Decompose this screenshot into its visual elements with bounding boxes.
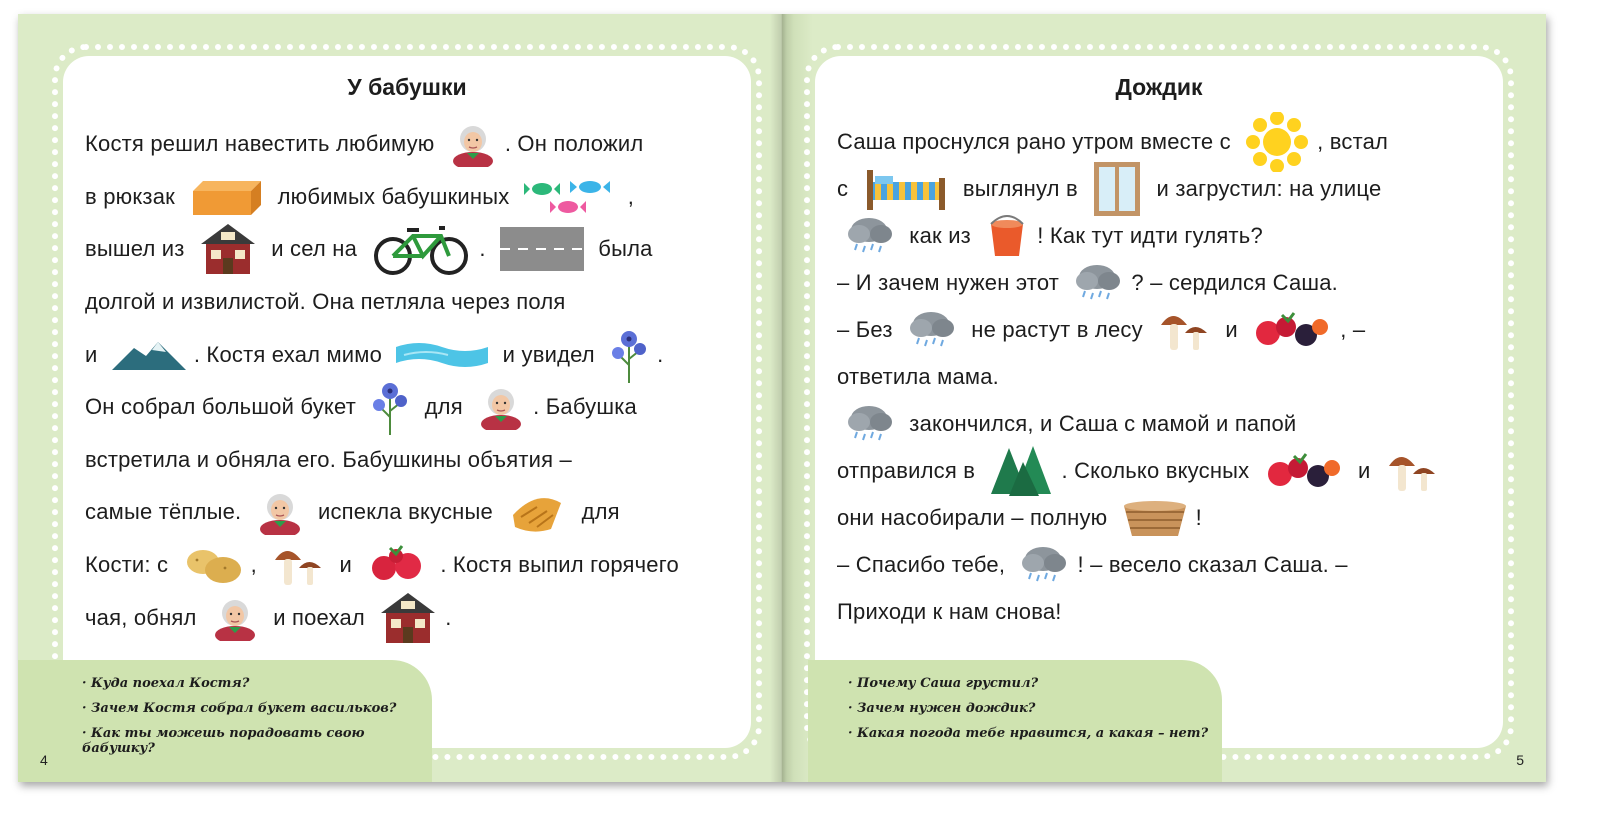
text-fragment: – И зачем нужен этот (837, 269, 1066, 295)
question-item: · Какая погода тебе нравится, а какая – нет? (848, 726, 1209, 741)
cloud-icon (1019, 543, 1069, 587)
text-line (837, 165, 1497, 212)
grandma-icon (211, 595, 259, 641)
text-fragment: они насобирали – полную (837, 504, 1114, 530)
text-fragment: в рюкзак (85, 183, 182, 209)
text-line (85, 591, 745, 644)
text-fragment: для (418, 394, 470, 420)
basket-icon (1122, 498, 1188, 538)
pie-icon (507, 489, 567, 535)
text-fragment: ! (1195, 504, 1202, 530)
mushroom-icon (1157, 307, 1211, 353)
text-fragment: и (1351, 457, 1377, 483)
text-fragment: . Костя выпил горячего (440, 552, 679, 578)
text-fragment: была (592, 236, 653, 262)
text-fragment: с (837, 175, 855, 201)
text-line (837, 400, 1497, 447)
forest-icon (989, 444, 1053, 498)
text-fragment: Приходи к нам снова! (837, 598, 1062, 624)
text-line (837, 212, 1497, 259)
berries-icon (1264, 450, 1344, 492)
house-icon (379, 591, 437, 645)
candy-icon (524, 175, 620, 219)
text-fragment: закончился, и Саша с мамой и папой (903, 410, 1297, 436)
text-fragment: ! Как тут идти гулять? (1037, 222, 1263, 248)
question-item: · Почему Саша грустил? (848, 676, 1039, 691)
text-line (837, 259, 1497, 306)
text-fragment: любимых бабушкиных (271, 183, 516, 209)
question-item: · Зачем нужен дождик? (848, 701, 1036, 716)
text-fragment: ! – весело сказал Саша. – (1077, 551, 1348, 577)
text-line (837, 447, 1497, 494)
cornflower-icon (609, 325, 649, 385)
book-spread (18, 14, 1546, 782)
questions-list (82, 676, 432, 756)
questions-list (848, 676, 1208, 751)
text-fragment: , (250, 552, 264, 578)
text-fragment: Кости: с (85, 552, 175, 578)
text-fragment: чая, обнял (85, 604, 203, 630)
text-fragment: , – (1340, 316, 1366, 342)
story-text (85, 118, 745, 644)
text-fragment: . Бабушка (533, 394, 637, 420)
text-fragment: . (657, 341, 664, 367)
text-fragment: . Он положил (504, 131, 644, 157)
left-page (18, 14, 782, 782)
text-line (837, 118, 1497, 165)
book-spine (770, 14, 794, 782)
raspberry-icon (366, 544, 432, 586)
questions-box (18, 660, 432, 782)
mushroom-icon (1385, 448, 1439, 494)
text-fragment: и поехал (266, 604, 372, 630)
mushroom-icon (271, 542, 325, 588)
story-title: У бабушки (347, 74, 467, 100)
text-line (837, 353, 1497, 400)
cornflower-icon (370, 377, 410, 437)
question-item: · Как ты можешь порадовать свою бабушку? (82, 726, 365, 756)
box-icon (189, 177, 263, 217)
text-line (837, 541, 1497, 588)
text-panel (63, 56, 751, 748)
text-fragment: ? – сердился Саша. (1131, 269, 1338, 295)
text-fragment: . Костя ехал мимо (193, 341, 389, 367)
text-line (837, 588, 1497, 635)
window-icon (1092, 160, 1142, 218)
text-fragment: и (333, 552, 359, 578)
question-item: · Зачем Костя собрал букет васильков? (82, 701, 397, 716)
bed-icon (863, 164, 949, 214)
mountain-icon (112, 338, 186, 372)
cloud-icon (907, 308, 957, 352)
text-fragment: и (85, 341, 104, 367)
text-fragment: Костя решил навестить любимую (85, 131, 441, 157)
story-text (837, 118, 1497, 635)
text-fragment: – Без (837, 316, 899, 342)
text-fragment: . (479, 236, 492, 262)
page-number: 5 (1516, 752, 1524, 768)
text-fragment: встретила и обняла его. Бабушкины объятия – (85, 446, 572, 472)
text-line (85, 434, 745, 487)
text-fragment: и сел на (264, 236, 364, 262)
text-fragment: отправился в (837, 457, 982, 483)
text-fragment: выглянул в (956, 175, 1085, 201)
grandma-icon (449, 121, 497, 167)
house-icon (199, 222, 257, 276)
grandma-icon (256, 489, 304, 535)
potato-icon (183, 544, 243, 586)
text-fragment: для (575, 499, 620, 525)
text-fragment: . Сколько вкусных (1061, 457, 1256, 483)
cloud-icon (1073, 261, 1123, 305)
bucket-icon (985, 214, 1029, 258)
text-fragment: ответила мама. (837, 363, 999, 389)
text-panel (815, 56, 1503, 748)
text-fragment: . (445, 604, 452, 630)
text-line (85, 118, 745, 171)
text-fragment: самые тёплые. (85, 499, 248, 525)
text-fragment: Он собрал большой букет (85, 394, 363, 420)
text-line (85, 171, 745, 224)
cloud-icon (845, 402, 895, 446)
text-fragment: – Спасибо тебе, (837, 551, 1012, 577)
road-icon (500, 227, 584, 271)
text-line (85, 223, 745, 276)
text-line (85, 276, 745, 329)
text-fragment: , (627, 183, 635, 209)
cloud-icon (845, 214, 895, 258)
sun-icon (1245, 112, 1309, 172)
text-fragment: вышел из (85, 236, 191, 262)
grandma-icon (477, 384, 525, 430)
text-fragment: не растут в лесу (964, 316, 1150, 342)
text-line (837, 494, 1497, 541)
text-fragment: долгой и извилистой. Она петляла через поля (85, 289, 566, 315)
text-line (85, 486, 745, 539)
text-fragment: и загрустил: на улице (1150, 175, 1382, 201)
text-line (85, 539, 745, 592)
questions-box (808, 660, 1222, 782)
text-line (837, 306, 1497, 353)
berries-icon (1252, 309, 1332, 351)
text-fragment: и увидел (496, 341, 602, 367)
right-page (782, 14, 1546, 782)
text-fragment: , встал (1317, 128, 1389, 154)
text-fragment: как из (903, 222, 978, 248)
text-line (85, 381, 745, 434)
text-fragment: и (1219, 316, 1245, 342)
text-fragment: испекла вкусные (311, 499, 500, 525)
page-number: 4 (40, 752, 48, 768)
question-item: · Куда поехал Костя? (82, 676, 250, 691)
bicycle-icon (371, 222, 471, 276)
text-fragment: Саша проснулся рано утром вместе с (837, 128, 1238, 154)
text-line (85, 328, 745, 381)
story-title: Дождик (1115, 74, 1203, 100)
river-icon (396, 339, 488, 371)
